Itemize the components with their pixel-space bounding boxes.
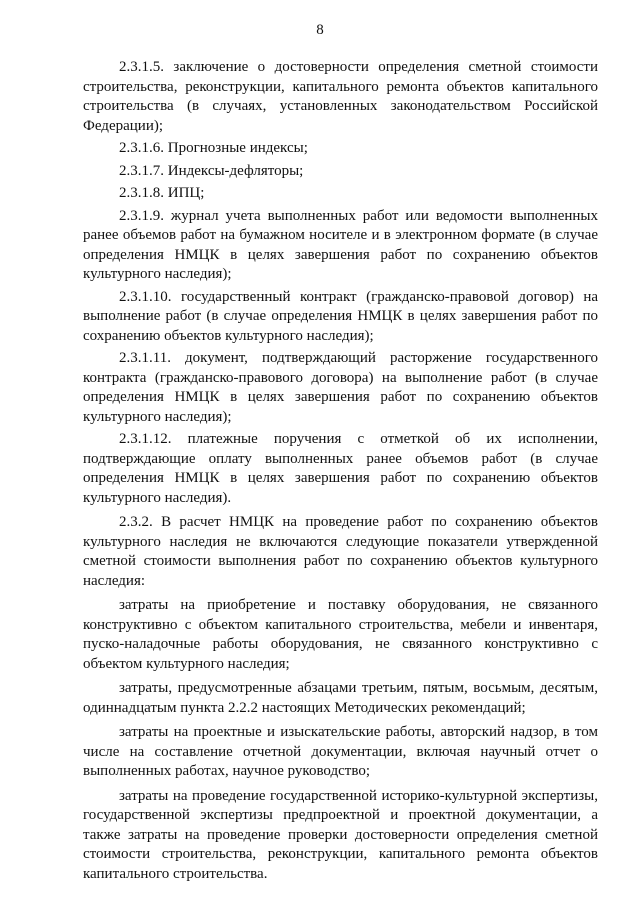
- paragraph-referenced-costs: затраты, предусмотренные абзацами третьим, пятым, восьмым, десятым, одиннадцатым пункта 2.2.2 настоящих Методических рекомендаций;: [83, 680, 598, 716]
- paragraph-2-3-1-11: 2.3.1.11. документ, подтверждающий расторжение государственного контракта (гражданско-правового договора) на выполнение работ (в случае определения НМЦК в целях завершения работ по сохранению объектов культурного наследия);: [83, 350, 598, 425]
- paragraph-2-3-1-12: 2.3.1.12. платежные поручения с отметкой об их исполнении, подтверждающие оплату выполненных ранее объемов работ (в случае определения НМЦК в целях завершения работ по сохранению объектов культурного наследия).: [83, 431, 598, 506]
- paragraph-2-3-1-5: 2.3.1.5. заключение о достоверности определения сметной стоимости строительства, реконструкции, капитального ремонта объектов капитального строительства (в случаях, установленных законодательством Российской Федерации);: [83, 59, 598, 134]
- paragraph-2-3-1-7: 2.3.1.7. Индексы-дефляторы;: [119, 162, 304, 179]
- document-body: [83, 58, 598, 884]
- paragraph-equipment-costs: затраты на приобретение и поставку оборудования, не связанного конструктивно с объектом капитального строительства, мебели и инвентаря, пуско-наладочные работы оборудования, не связанного конструктивно с объектом культурного наследия;: [83, 597, 598, 672]
- paragraph-2-3-2: 2.3.2. В расчет НМЦК на проведение работ по сохранению объектов культурного наследия не включаются следующие показатели утвержденной сметной стоимости выполнения работ по сохранению объектов культурного наследия:: [83, 514, 598, 589]
- paragraph-2-3-1-6: 2.3.1.6. Прогнозные индексы;: [119, 140, 308, 156]
- paragraph-design-survey-costs: затраты на проектные и изыскательские работы, авторский надзор, в том числе на составление отчетной документации, включая научный отчет о выполненных работах, научное руководство;: [83, 724, 598, 779]
- paragraph-2-3-1-9: 2.3.1.9. журнал учета выполненных работ или ведомости выполненных ранее объемов работ на бумажном носителе и в электронном формате (в случае определения НМЦК в целях завершения работ по сохранению объектов культурного наследия);: [83, 207, 598, 282]
- page-number: 8: [316, 22, 324, 38]
- paragraph-expertise-costs: затраты на проведение государственной историко-культурной экспертизы, государственной экспертизы предпроектной и проектной документации, а также затраты на проведение проверки достоверности определения сметной стоимости строительства, реконструкции, капитального ремонта объектов капитального строительства.: [83, 787, 598, 882]
- paragraph-2-3-1-10: 2.3.1.10. государственный контракт (гражданско-правовой договор) на выполнение работ (в случае определения НМЦК в целях завершения работ по сохранению объектов культурного наследия);: [83, 288, 598, 344]
- paragraph-2-3-1-8: 2.3.1.8. ИПЦ;: [119, 185, 205, 201]
